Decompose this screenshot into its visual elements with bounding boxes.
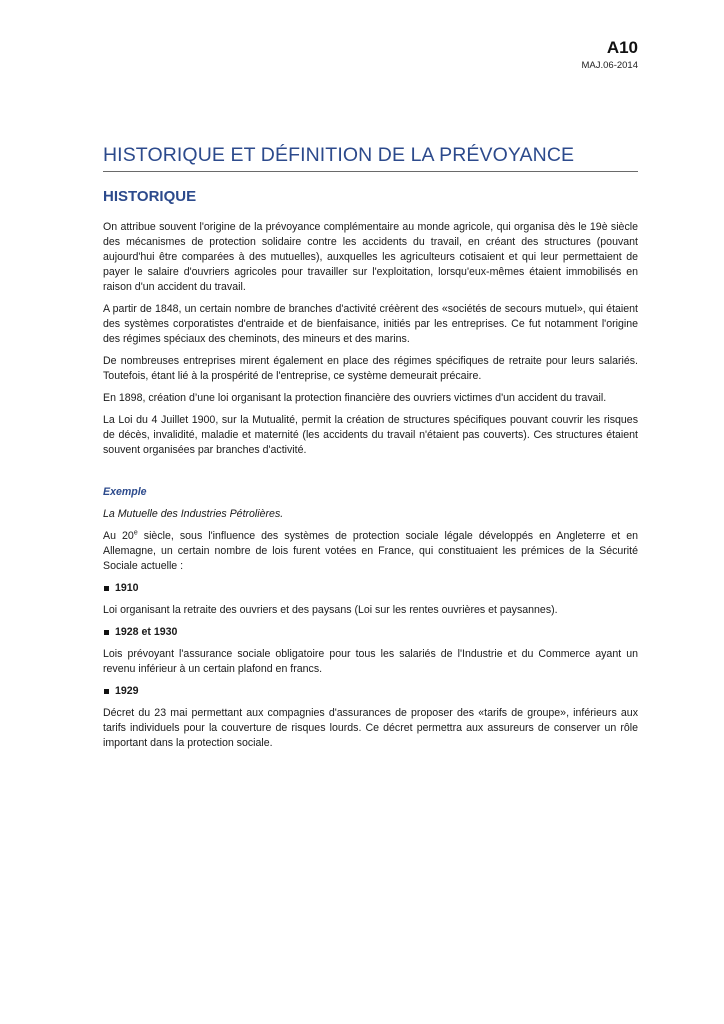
timeline-year <box>103 625 638 640</box>
paragraph: On attribue souvent l'origine de la prévoyance complémentaire au monde agricole, qui organisa dès le 19è siècle des mécanismes de protection solidaire contre les accidents du travail, en créant des structures (pouvant aujourd'hui être comparées à des mutuelles), auxquelles les agriculteurs cotisaient et qui leur permettaient de payer le salaire d'ouvriers agricoles pour travailler sur l'exploitation, lorsqu'eux-mêmes étaient immobilisés en raison d'un accident du travail. <box>103 221 638 293</box>
paragraph: De nombreuses entreprises mirent également en place des régimes spécifiques de retraite pour leurs salariés. Toutefois, étant lié à la prospérité de l'entreprise, ce système demeurait précaire. <box>103 355 638 382</box>
timeline-year <box>103 684 638 699</box>
example-intro <box>103 529 638 574</box>
paragraph: La Loi du 4 Juillet 1900, sur la Mutualité, permit la création de structures spécifiques pouvant couvrir les risques de décès, invalidité, maladie et maternité (les accidents du travail n'étaient pas couverts). Ces structures étaient souvent organisées par branches d'activité. <box>103 414 638 456</box>
intro-rest: siècle, sous l'influence des systèmes de protection sociale légale développés en Angleterre et en Allemagne, un certain nombre de lois furent votées en France, qui constituaient les prémices de la Sécurité Sociale actuelle : <box>103 530 639 572</box>
timeline-text: Loi organisant la retraite des ouvriers et des paysans (Loi sur les rentes ouvrières et paysannes). <box>103 604 558 616</box>
square-bullet-icon <box>104 630 109 635</box>
timeline-text: Décret du 23 mai permettant aux compagnies d'assurances de proposer des «tarifs de groupe», inférieurs aux tarifs individuels pour la couverture de risques lourds. Ce décret permettra aux assureurs de conserver un rôle important dans la protection sociale. <box>103 707 638 749</box>
timeline-year <box>103 581 638 596</box>
example-subtitle: La Mutuelle des Industries Pétrolières. <box>103 508 284 520</box>
document-code: A10 <box>606 38 638 57</box>
paragraph: En 1898, création d’une loi organisant la protection financière des ouvriers victimes d'un accident du travail. <box>103 392 607 404</box>
example-label: Exemple <box>103 486 147 498</box>
year-label: 1928 et 1930 <box>115 626 178 638</box>
section-heading: HISTORIQUE <box>103 188 197 205</box>
document-body <box>103 220 638 758</box>
paragraph: A partir de 1848, un certain nombre de branches d'activité créèrent des «sociétés de secours mutuel», qui étaient des systèmes corporatistes d'entraide et de bienfaisance, initiés par les entreprises. Ce fut notamment l'origine des régimes spéciaux des cheminots, des mineurs et des marins. <box>103 303 638 345</box>
timeline-text: Lois prévoyant l'assurance sociale obligatoire pour tous les salariés de l'Industrie et du Commerce ayant un revenu inférieur à un certain plafond en francs. <box>103 648 638 675</box>
square-bullet-icon <box>104 586 109 591</box>
page-title: HISTORIQUE ET DÉFINITION DE LA PRÉVOYANCE <box>103 143 638 172</box>
intro-prefix: Au 20 <box>103 530 134 542</box>
spacer <box>103 465 638 485</box>
intro-superscript: e <box>133 529 138 537</box>
document-revision: MAJ.06-2014 <box>581 60 638 71</box>
year-label: 1929 <box>115 685 139 697</box>
year-label: 1910 <box>115 582 139 594</box>
square-bullet-icon <box>104 689 109 694</box>
